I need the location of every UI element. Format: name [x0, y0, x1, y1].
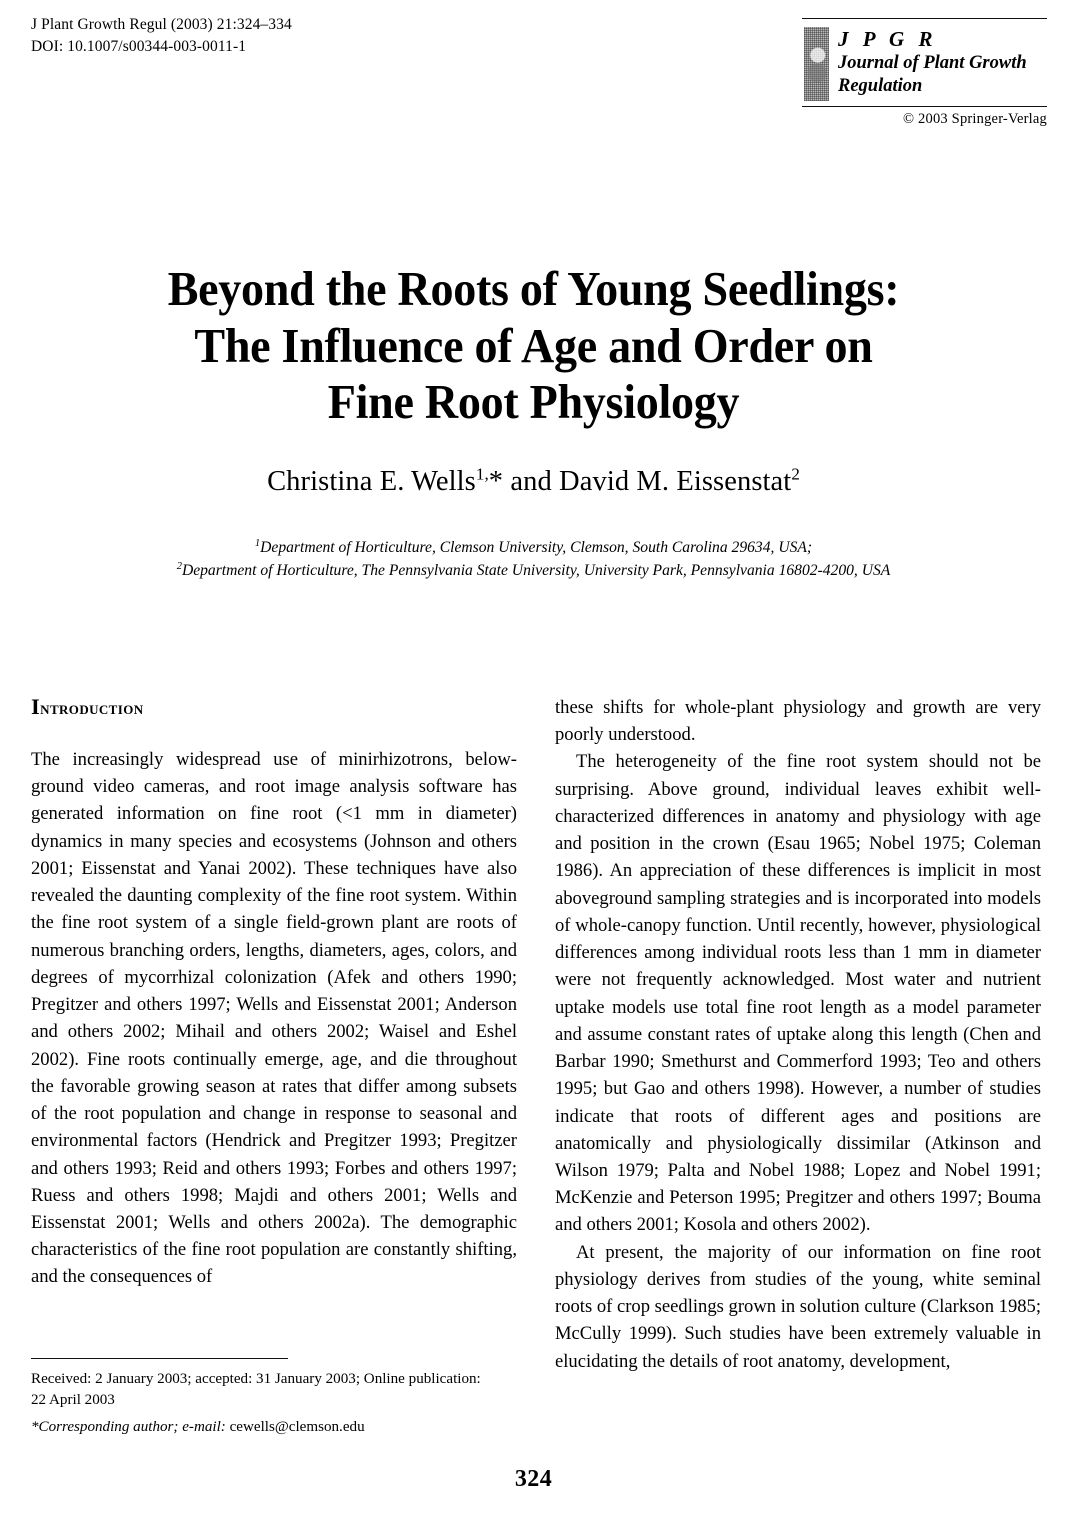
footnote-rule — [31, 1358, 288, 1359]
copyright-line: © 2003 Springer-Verlag — [903, 111, 1047, 127]
affiliation-1-marker: 1 — [254, 537, 261, 549]
affiliation-2-marker: 2 — [176, 561, 182, 573]
logo-rule-top — [802, 18, 1047, 19]
corresponding-author-label: *Corresponding author; e-mail: — [31, 1419, 226, 1436]
column-right — [555, 694, 1041, 1440]
title-line-2: The Influence of Age and Order on — [194, 317, 873, 373]
affiliation-2 — [31, 559, 1036, 582]
affiliation-2-text: Department of Horticulture, The Pennsylvania State University, University Park, Pennsylvania 16802-4200, USA — [181, 562, 891, 580]
author-join: and David M. Eissenstat — [503, 466, 792, 497]
doi-line: DOI: 10.1007/s00344-003-0011-1 — [31, 38, 247, 55]
journal-name-line1: Journal of Plant Growth — [838, 53, 1027, 74]
journal-acronym: J P G R — [838, 27, 937, 51]
footnote-received-line-2: 22 April 2003 — [31, 1391, 115, 1408]
page-title — [61, 261, 1006, 431]
author-1-name: Christina E. Wells — [267, 466, 476, 497]
footnote-block — [31, 1358, 517, 1438]
article-body — [31, 694, 1041, 1440]
jpgr-halftone-mark-icon — [804, 27, 829, 101]
paragraph: At present, the majority of our information on fine root physiology derives from studies of the young, white seminal roots of crop seedlings grown in solution culture (Clarkson 1985; McCully 1999). Such studies have been extremely valuable in elucidating the details of root anatomy, development, — [555, 1241, 1041, 1372]
section-heading-rest: ntroduction — [40, 699, 144, 719]
affiliation-list — [31, 536, 1036, 583]
journal-logo-text — [838, 27, 1047, 101]
title-line-3: Fine Root Physiology — [327, 374, 740, 430]
affiliation-1 — [31, 536, 1036, 559]
paragraph: The increasingly widespread use of minirhizotrons, below-ground video cameras, and root image analysis software has generated information on fine root (<1 mm in diameter) dynamics in many species and ecosystems (Johnson and others 2001; Eissenstat and Yanai 2002). These techniques have also revealed the daunting complexity of the fine root system. Within the fine root system of a single field-grown plant are roots of numerous branching orders, lengths, diameters, ages, colors, and degrees of mycorrhizal colonization (Afek and others 1990; Pregitzer and others 1997; Wells and Eissenstat 2001; Anderson and others 2002; Mihail and others 2002; Waisel and Eshel 2002). Fine roots continually emerge, age, and die throughout the favorable growing season at rates that differ among subsets of the root population and change in response to seasonal and environmental factors (Hendrick and Pregitzer 1993; Pregitzer and others 1993; Reid and others 1993; Forbes and others 1997; Ruess and others 1998; Majdi and others 2001; Wells and Eissenstat 2001; Wells and others 2002a). The demographic characteristics of the fine root population are constantly shifting, and the consequences of — [31, 749, 517, 1288]
title-line-1: Beyond the Roots of Young Seedlings: — [167, 260, 900, 316]
corresponding-author-email[interactable]: cewells@clemson.edu — [229, 1419, 365, 1436]
page-number: 324 — [514, 1466, 553, 1492]
corresponding-author-star: * — [488, 466, 504, 497]
citation-line: J Plant Growth Regul (2003) 21:324–334 — [31, 16, 292, 33]
journal-name-line2: Regulation — [838, 75, 923, 96]
paragraph: The heterogeneity of the fine root system should not be surprising. Above ground, individual leaves exhibit well-characterized differences in anatomy and physiology with age and position in the crown (Esau 1965; Nobel 1975; Coleman 1986). An appreciation of these differences is implicit in most aboveground sampling strategies and is incorporated into models of whole-canopy function. Until recently, however, physiological differences among individual roots less than 1 mm in diameter were not frequently acknowledged. Most water and nutrient uptake models use total fine root length as a model parameter and assume constant rates of uptake along this length (Chen and Barbar 1990; Smethurst and Commerford 1993; Teo and others 1995; but Gao and others 1998). However, a number of studies indicate that roots of different ages and positions are anatomically and physiologically dissimilar (Atkinson and Wilson 1979; Palta and Nobel 1988; Lopez and Nobel 1991; McKenzie and Peterson 1995; Pregitzer and others 1997; Bouma and others 2001; Kosola and others 2002). — [555, 751, 1041, 1236]
paragraph: these shifts for whole-plant physiology and growth are very poorly understood. — [555, 697, 1041, 746]
author-list — [31, 466, 1036, 498]
footnote-corresponding-author — [31, 1417, 517, 1438]
footnote-received-line-1: Received: 2 January 2003; accepted: 31 January 2003; Online publication: — [31, 1371, 481, 1387]
section-heading-introduction — [31, 694, 517, 720]
column-left — [31, 694, 517, 1440]
author-2-affiliation-marker: 2 — [791, 464, 800, 484]
section-heading-dropcap: I — [31, 694, 41, 719]
citation-block — [31, 14, 501, 58]
author-1-affiliation-marker: 1, — [475, 464, 489, 484]
journal-logo-body — [802, 24, 1047, 103]
journal-logo — [802, 18, 1047, 128]
affiliation-1-text: Department of Horticulture, Clemson University, Clemson, South Carolina 29634, USA; — [260, 539, 813, 556]
